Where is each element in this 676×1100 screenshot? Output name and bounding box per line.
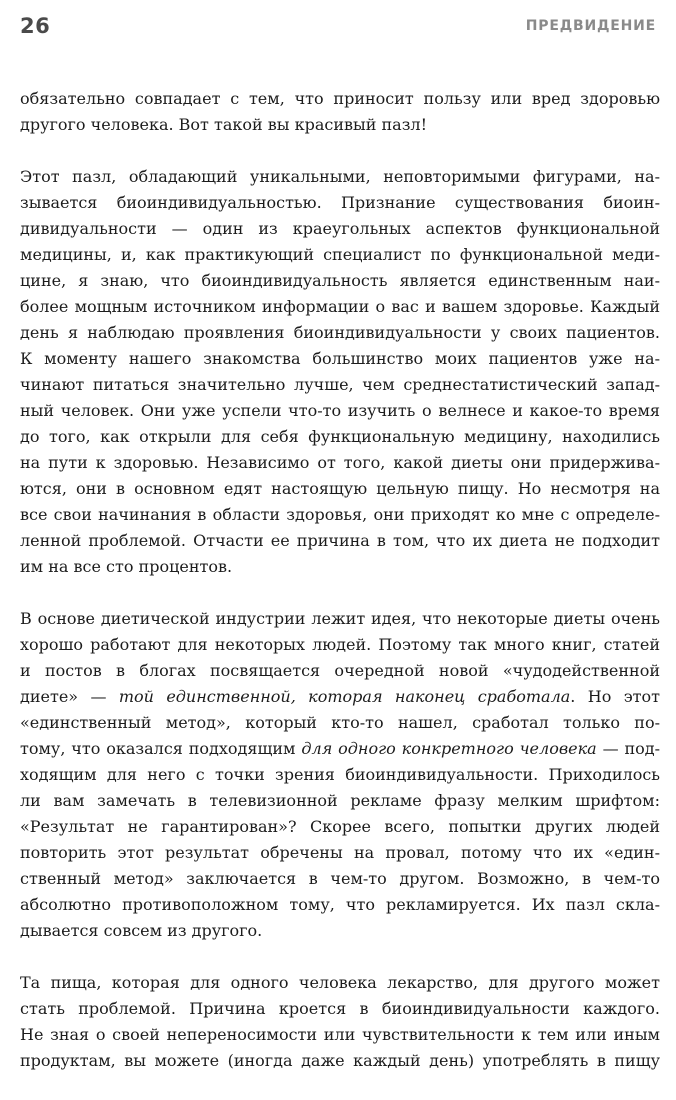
text-run: диете» — — [20, 687, 119, 706]
text-run: . Но этот — [570, 687, 661, 706]
page-header — [20, 14, 656, 42]
text-line: ли вам замечать в телевизионной рекламе фразу мелким шрифтом: — [20, 791, 660, 810]
text-line: Этот пазл, обладающий уникальными, неповторимыми фигурами, на- — [20, 167, 660, 186]
text-line: дивидуальности — один из краеугольных аспектов функциональной — [20, 219, 660, 238]
running-title: ПРЕДВИДЕНИЕ — [525, 18, 656, 34]
text-line: на пути к здоровью. Независимо от того, какой диеты они придержива- — [20, 453, 660, 472]
emphasis-text: той единственной, которая наконец сработала — [118, 687, 571, 706]
text-line: ются, они в основном едят настоящую цельную пищу. Но несмотря на — [20, 479, 660, 498]
text-line: им на все сто процентов. — [20, 557, 233, 576]
text-line: другого человека. Вот такой вы красивый пазл! — [20, 115, 428, 134]
text-line: чинают питаться значительно лучше, чем среднестатистический запад- — [20, 375, 660, 394]
text-run: тому, что оказался подходящим — [20, 739, 302, 758]
text-line: К моменту нашего знакомства большинство моих пациентов уже на- — [20, 349, 660, 368]
text-line: ходящим для него с точки зрения биоиндивидуальности. Приходилось — [20, 765, 660, 784]
text-line: медицины, и, как практикующий специалист по функциональной меди- — [20, 245, 660, 264]
text-line: обязательно совпадает с тем, что приносит пользу или вред здоровью — [20, 89, 660, 108]
text-line: ленной проблемой. Отчасти ее причина в том, что их диета не подходит — [20, 531, 660, 550]
text-run: — под- — [596, 739, 661, 758]
text-line: Та пища, которая для одного человека лекарство, для другого может — [20, 973, 660, 992]
text-line: дывается совсем из другого. — [20, 921, 263, 940]
text-line: хорошо работают для некоторых людей. Поэтому так много книг, статей — [20, 635, 660, 654]
text-line: день я наблюдаю проявления биоиндивидуальности у своих пациентов. — [20, 323, 660, 342]
text-line: повторить этот результат обречены на провал, потому что их «един- — [20, 843, 660, 862]
text-line: ный человек. Они уже успели что-то изучить о велнесе и какое-то время — [20, 401, 660, 420]
text-line: абсолютно противоположном тому, что рекламируется. Их пазл скла- — [20, 895, 660, 914]
paragraph-3 — [20, 606, 660, 944]
paragraph-1 — [20, 86, 660, 138]
page-number: 26 — [20, 14, 51, 38]
text-line: продуктам, вы можете (иногда даже каждый день) употреблять в пищу — [20, 1051, 660, 1070]
text-line: цине, я знаю, что биоиндивидуальность является единственным наи- — [20, 271, 660, 290]
text-line: более мощным источником информации о вас и вашем здоровье. Каждый — [20, 297, 660, 316]
text-line: ственный метод» заключается в чем-то другом. Возможно, в чем-то — [20, 869, 660, 888]
text-line: «единственный метод», который кто-то нашел, сработал только по- — [20, 713, 660, 732]
text-line: В основе диетической индустрии лежит идея, что некоторые диеты очень — [20, 609, 660, 628]
text-line: «Результат не гарантирован»? Скорее всего, попытки других людей — [20, 817, 660, 836]
text-line: Не зная о своей непереносимости или чувствительности к тем или иным — [20, 1025, 660, 1044]
paragraph-2 — [20, 164, 660, 580]
text-line: все свои начинания в области здоровья, они приходят ко мне с определе- — [20, 505, 660, 524]
text-line-with-emphasis — [20, 736, 660, 762]
paragraph-4 — [20, 970, 660, 1074]
body-text — [20, 86, 660, 1100]
text-line: и постов в блогах посвящается очередной новой «чудодейственной — [20, 661, 660, 680]
text-line: до того, как открыли для себя функциональную медицину, находились — [20, 427, 660, 446]
text-line: стать проблемой. Причина кроется в биоиндивидуальности каждого. — [20, 999, 660, 1018]
text-line: зывается биоиндивидуальностью. Признание существования биоин- — [20, 193, 660, 212]
emphasis-text: для одного конкретного человека — [301, 739, 597, 758]
text-line-with-emphasis — [20, 684, 660, 710]
